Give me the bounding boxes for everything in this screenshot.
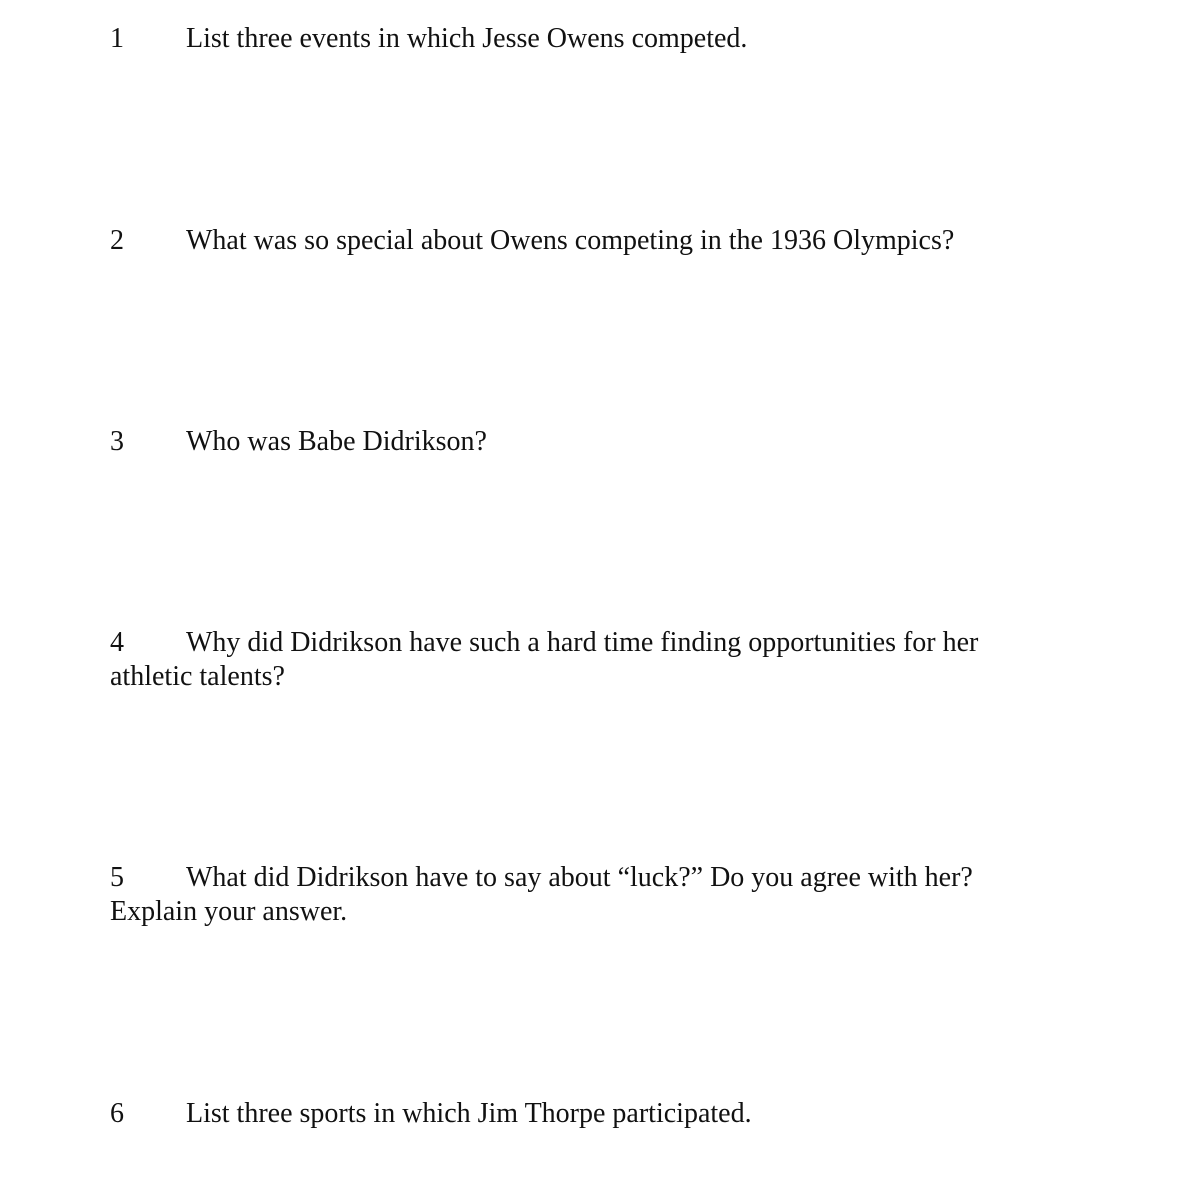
question-5: [110, 861, 1040, 929]
question-text: Who was Babe Didrikson?: [186, 426, 487, 457]
question-4: [110, 626, 1040, 694]
question-number: 4: [110, 627, 124, 658]
question-number: 2: [110, 225, 124, 256]
question-number: 1: [110, 23, 124, 54]
question-number: 3: [110, 426, 124, 457]
question-1: [110, 22, 1040, 56]
question-number: 6: [110, 1098, 124, 1129]
question-text: Why did Didrikson have such a hard time finding opportunities for her athletic talents?: [110, 627, 979, 692]
question-text: What did Didrikson have to say about “luck?” Do you agree with her? Explain your answer.: [110, 862, 973, 927]
question-3: [110, 425, 1040, 459]
question-2: [110, 224, 1040, 258]
question-number: 5: [110, 862, 124, 893]
question-text: List three events in which Jesse Owens competed.: [186, 23, 748, 54]
question-text: What was so special about Owens competing in the 1936 Olympics?: [186, 225, 955, 256]
question-6: [110, 1097, 1040, 1131]
question-text: List three sports in which Jim Thorpe participated.: [186, 1098, 752, 1129]
